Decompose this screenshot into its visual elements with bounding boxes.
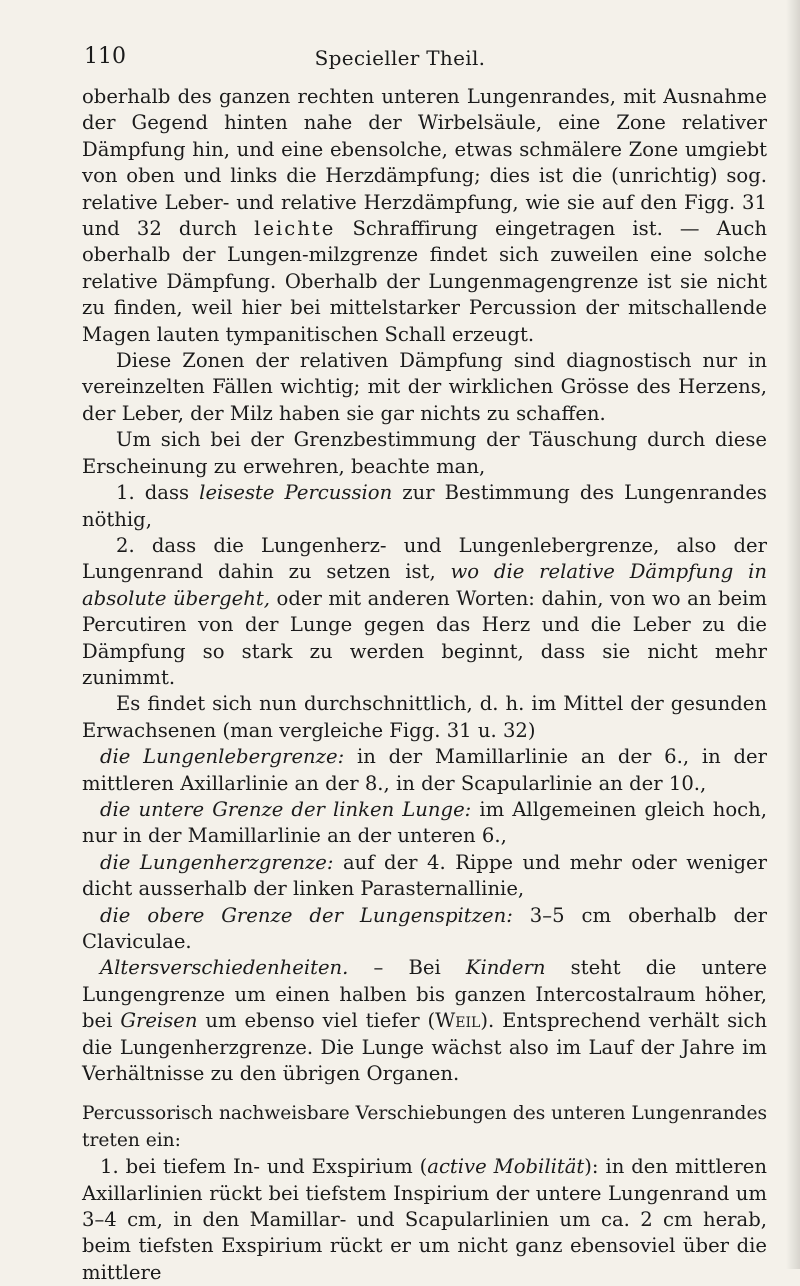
definition-lungenlebergrenze: die Lungenlebergrenze: in der Mamillarlinie an der 6., in der mittleren Axillarlinie an der 8., in der Scapularlinie an der 10., bbox=[82, 745, 767, 795]
definition-obere-grenze: die obere Grenze der Lungenspitzen: 3–5 cm oberhalb der Claviculae. bbox=[82, 903, 767, 953]
body-text bbox=[82, 84, 767, 1286]
list-item-2: 2. dass die Lungenherz- und Lungenlebergrenze, also der Lungenrand dahin zu setzen ist, wo die relative Dämpfung in absolute übergeht, oder mit anderen Worten: dahin, von wo an beim Percutiren von der Lunge gegen das Herz und die Leber zu die Dämpfung so stark zu werden beginnt, dass sie nicht mehr zunimmt. bbox=[82, 533, 767, 689]
subheading-verschiebungen: Percussorisch nachweisbare Verschiebungen des unteren Lungenrandes treten ein: bbox=[82, 1103, 767, 1151]
page-header bbox=[0, 44, 800, 74]
definition-lungenherzgrenze: die Lungenherzgrenze: auf der 4. Rippe und mehr oder weniger dicht ausserhalb der linken Parasternallinie, bbox=[82, 850, 767, 901]
running-title: Specieller Theil. bbox=[314, 46, 486, 70]
paragraph-altersverschiedenheiten: Altersverschiedenheiten. – Bei Kindern steht die untere Lungengrenze um einen halben bis ganzen Intercostalraum höher, bei Greisen um ebenso viel tiefer (Weil). Entsprechend verhält sich die Lungenherzgrenze. Die Lunge wächst also im Lauf der Jahre im Verhältnisse zu den übrigen Organen. bbox=[82, 956, 767, 1086]
page-number: 110 bbox=[84, 44, 126, 69]
definition-untere-grenze: die untere Grenze der linken Lunge: im Allgemeinen gleich hoch, nur in der Mamillarlinie an der unteren 6., bbox=[82, 797, 768, 848]
page-edge-shadow bbox=[786, 0, 800, 1269]
list-item-mobilitaet: 1. bei tiefem In- und Exspirium (active Mobilität): in den mittleren Axillarlinien rückt bei tiefstem Inspirium der untere Lungenrand um 3–4 cm, in den Mamillar- und Scapularlinien um ca. 2 cm herab, beim tiefsten Exspirium rückt er um nicht ganz ebensoviel über die mittlere bbox=[82, 1155, 767, 1284]
paragraph-grenzbestimmung: Um sich bei der Grenzbestimmung der Täuschung durch diese Erscheinung zu erwehren, beachte man, bbox=[82, 428, 767, 478]
paragraph-durchschnitt: Es findet sich nun durchschnittlich, d. h. im Mittel der gesunden Erwachsenen (man vergleiche Figg. 31 u. 32) bbox=[82, 692, 767, 742]
list-item-1: 1. dass leiseste Percussion zur Bestimmung des Lungenrandes nöthig, bbox=[82, 481, 767, 531]
paragraph-continuation: oberhalb des ganzen rechten unteren Lungenrandes, mit Ausnahme der Gegend hinten nahe der Wirbelsäule, eine Zone relativer Dämpfung hin, und eine ebensolche, etwas schmälere Zone umgiebt von oben und links die Herzdämpfung; dies ist die (unrichtig) sog. relative Leber- und relative Herzdämpfung, wie sie auf den Figg. 31 und 32 durch leichte Schraffirung eingetragen ist. — Auch oberhalb der Lungen-milzgrenze findet sich zuweilen eine solche relative Dämpfung. Oberhalb der Lungenmagengrenze ist sie nicht zu finden, weil hier bei mittelstarker Percussion der mitschallende Magen lauten tympanitischen Schall erzeugt. bbox=[82, 85, 767, 346]
paragraph-zones: Diese Zonen der relativen Dämpfung sind diagnostisch nur in vereinzelten Fällen wichtig; mit der wirklichen Grösse des Herzens, der Leber, der Milz haben sie gar nichts zu schaffen. bbox=[82, 349, 767, 425]
